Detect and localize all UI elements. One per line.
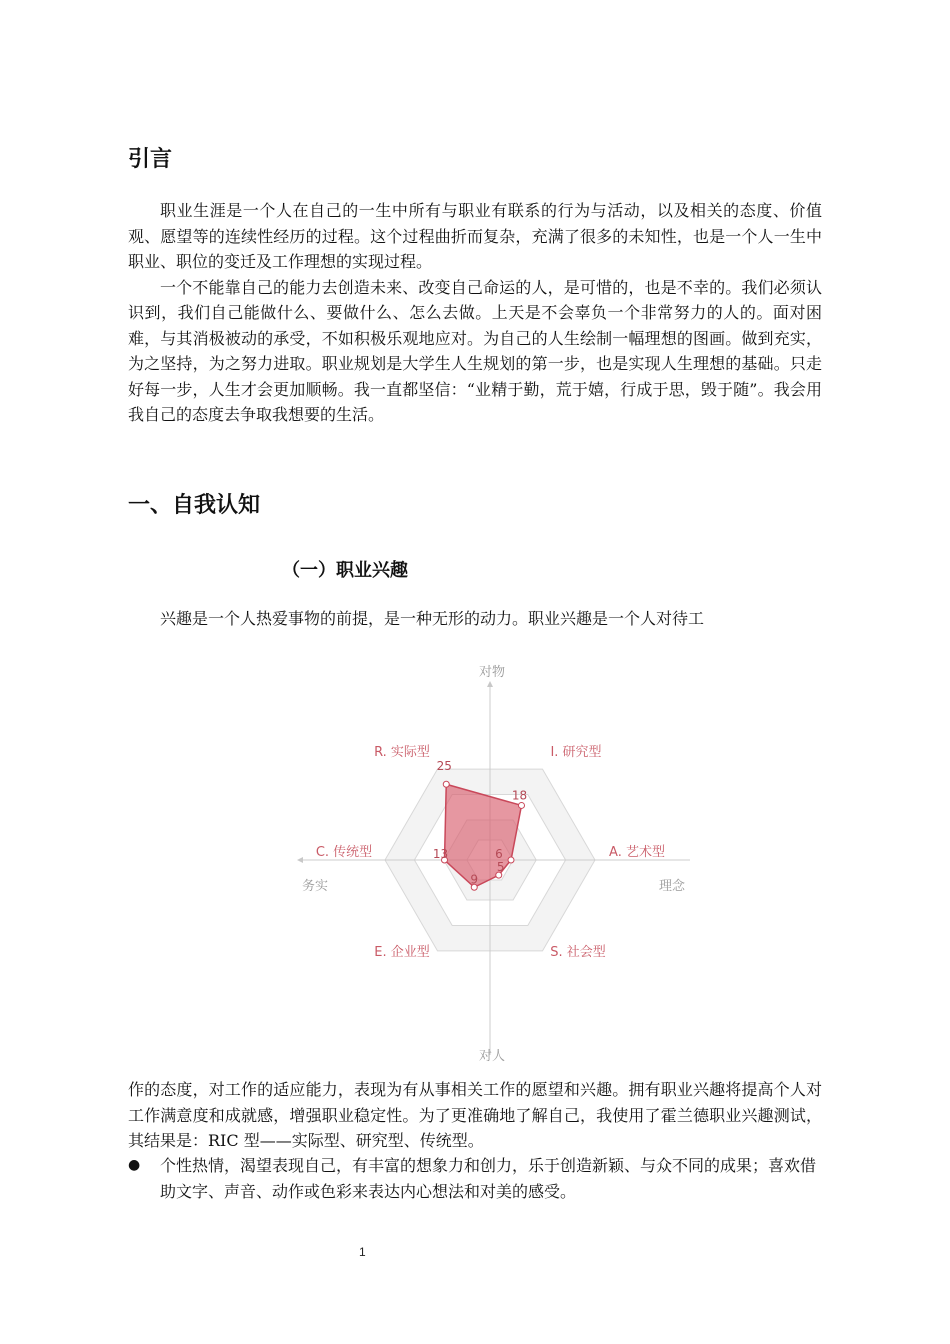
- radar-value-label: 13: [432, 847, 449, 861]
- radar-point: [443, 781, 449, 787]
- axis-label-top: 对物: [478, 665, 506, 680]
- category-label-i: I. 研究型: [550, 745, 602, 760]
- intro-heading: 引言: [128, 147, 173, 172]
- interest-text-before: 兴趣是一个人热爱事物的前提，是一种无形的动力。职业兴趣是一个人对待工: [160, 609, 705, 628]
- axis-label-bottom: 对人: [478, 1049, 506, 1064]
- axis-label-left: 务实: [301, 879, 329, 894]
- category-label-c: C. 传统型: [315, 845, 373, 860]
- intro-body: [128, 198, 822, 428]
- page-number: 1: [359, 1245, 366, 1259]
- axis-label-right: 理念: [658, 879, 686, 894]
- radar-value-label: 6: [495, 847, 503, 861]
- bullet-dot-icon: ●: [128, 1157, 141, 1173]
- interest-text-after: 作的态度，对工作的适应能力，表现为有从事相关工作的愿望和兴趣。拥有职业兴趣将提高个人对工作满意度和成就感，增强职业稳定性。为了更准确地了解自己，我使用了霍兰德职业兴趣测试，其结果是：RIC 型——实际型、研究型、传统型。: [128, 1080, 822, 1150]
- bullet-text: 个性热情，渴望表现自己，有丰富的想象力和创力，乐于创造新颖、与众不同的成果；喜欢借助文字、声音、动作或色彩来表达内心想法和对美的感受。: [160, 1156, 817, 1201]
- radar-value-label: 25: [436, 759, 452, 774]
- category-label-r: R. 实际型: [374, 745, 430, 760]
- interest-paragraph-start: [128, 606, 822, 632]
- radar-point: [519, 802, 525, 808]
- section-heading-self-awareness: 一、自我认知: [128, 493, 261, 518]
- radar-value-label: 5: [496, 860, 505, 875]
- interest-paragraph-end: [128, 1077, 822, 1154]
- holland-radar-chart: [280, 650, 700, 1070]
- intro-paragraph-1: 职业生涯是一个人在自己的一生中所有与职业有联系的行为与活动，以及相关的态度、价值观、愿望等的连续性经历的过程。这个过程曲折而复杂，充满了很多的未知性，也是一个人一生中职业、职位的变迁及工作理想的实现过程。: [128, 201, 822, 271]
- list-item: [128, 1153, 822, 1204]
- subsection-heading-career-interest: （一）职业兴趣: [282, 560, 408, 581]
- intro-paragraph-2: 一个不能靠自己的能力去创造未来、改变自己命运的人，是可惜的，也是不幸的。我们必须认识到，我们自己能做什么、要做什么、怎么去做。上天是不会辜负一个非常努力的人的。面对困难，与其消极被动的承受，不如积极乐观地应对。为自己的人生绘制一幅理想的图画。做到充实，为之坚持，为之努力进取。职业规划是大学生人生规划的第一步，也是实现人生理想的基础。只走好每一步，人生才会更加顺畅。我一直都坚信：“业精于勤，荒于嬉，行成于思，毁于随”。我会用我自己的态度去争取我想要的生活。: [128, 277, 822, 424]
- radar-value-label: 18: [511, 788, 528, 803]
- radar-value-label: 9: [470, 872, 479, 887]
- radar-point: [508, 857, 514, 863]
- category-label-s: S. 社会型: [550, 945, 606, 960]
- category-label-e: E. 企业型: [374, 945, 430, 960]
- category-label-a: A. 艺术型: [609, 845, 665, 860]
